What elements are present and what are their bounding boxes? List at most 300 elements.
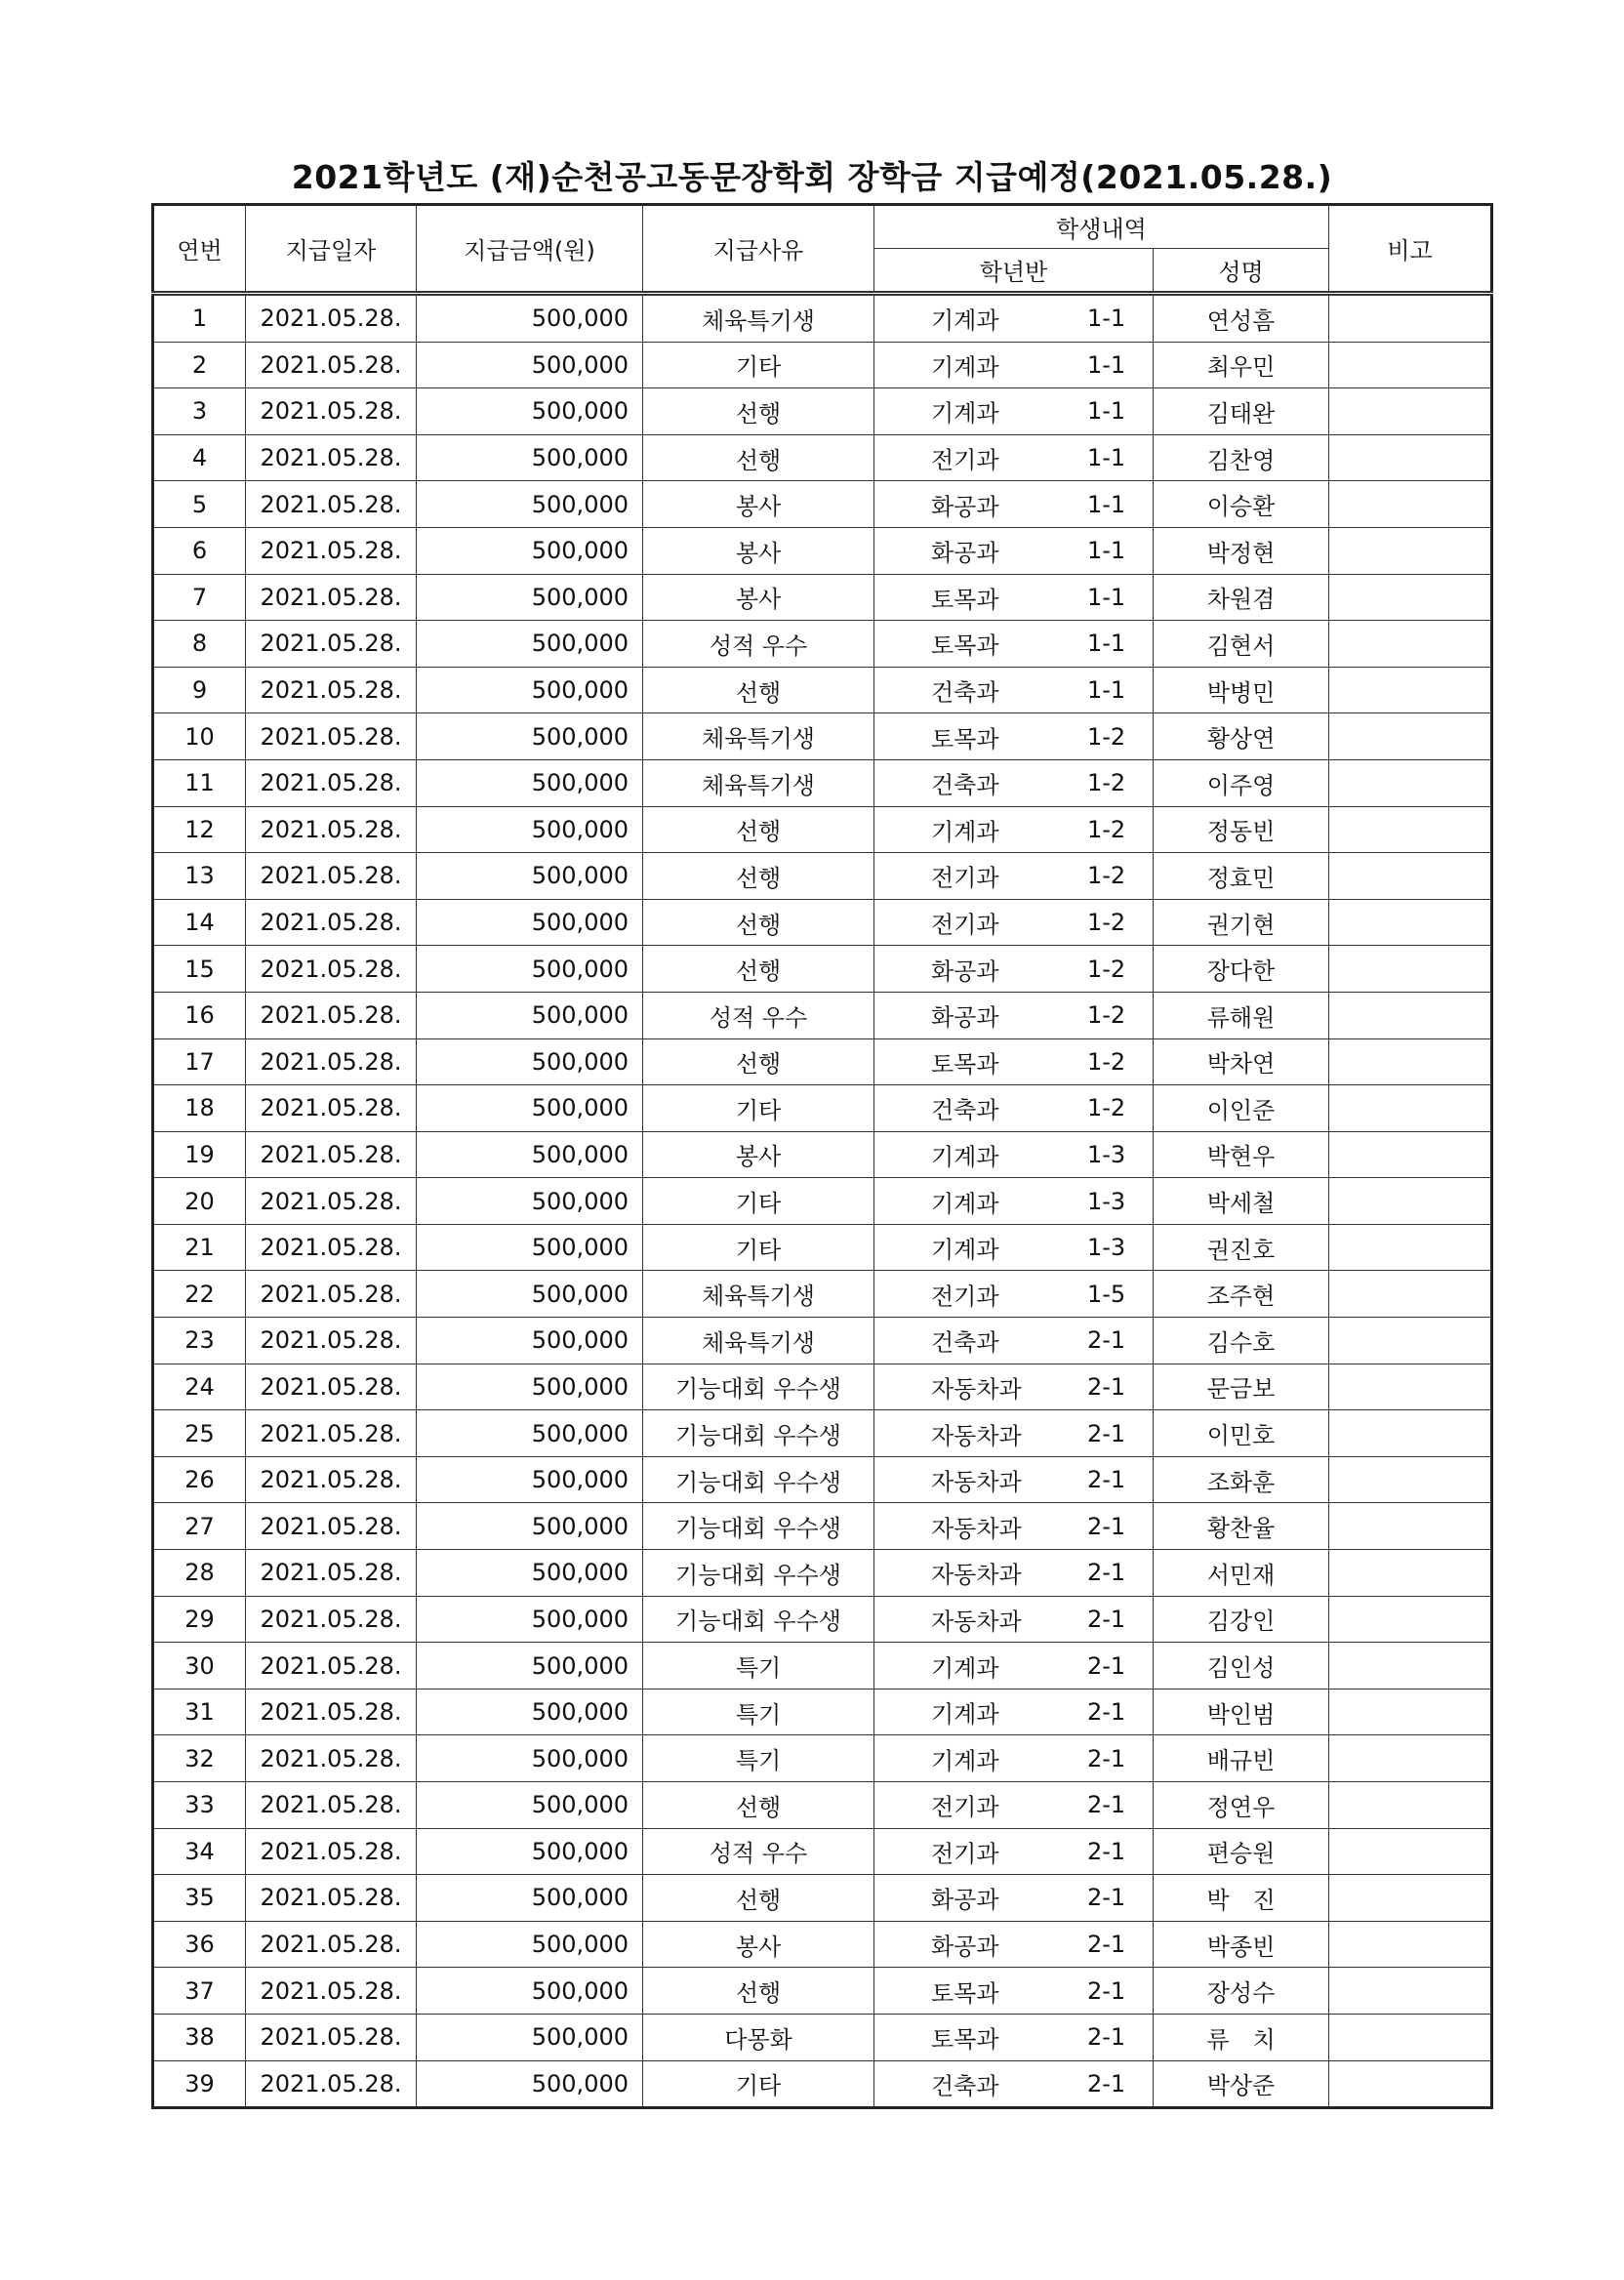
header-student-group: 학생내역 bbox=[874, 205, 1329, 249]
cell-class bbox=[874, 1782, 1154, 1829]
cell-reason: 성적 우수 bbox=[643, 992, 874, 1038]
cell-reason: 기능대회 우수생 bbox=[643, 1410, 874, 1457]
cell-note bbox=[1329, 294, 1492, 343]
header-note: 비고 bbox=[1329, 205, 1492, 294]
cell-dept: 토목과 bbox=[931, 2025, 999, 2054]
cell-grade: 1-2 bbox=[1087, 1001, 1126, 1030]
cell-grade: 2-1 bbox=[1087, 1884, 1126, 1912]
cell-date: 2021.05.28. bbox=[246, 1596, 417, 1643]
cell-dept: 기계과 bbox=[931, 353, 999, 382]
cell-dept: 화공과 bbox=[931, 493, 999, 521]
cell-no: 3 bbox=[153, 388, 246, 435]
cell-class bbox=[874, 1596, 1154, 1643]
cell-date: 2021.05.28. bbox=[246, 1968, 417, 2015]
cell-grade: 1-3 bbox=[1087, 1187, 1126, 1215]
cell-class bbox=[874, 1875, 1154, 1922]
cell-date: 2021.05.28. bbox=[246, 899, 417, 946]
cell-dept: 기계과 bbox=[931, 818, 999, 846]
cell-reason: 기능대회 우수생 bbox=[643, 1456, 874, 1503]
table-row bbox=[153, 1503, 1492, 1550]
cell-date: 2021.05.28. bbox=[246, 1224, 417, 1271]
cell-date: 2021.05.28. bbox=[246, 667, 417, 713]
cell-reason: 특기 bbox=[643, 1689, 874, 1735]
cell-dept: 화공과 bbox=[931, 1933, 999, 1961]
cell-grade: 1-1 bbox=[1087, 630, 1126, 658]
cell-grade: 1-2 bbox=[1087, 955, 1126, 983]
cell-amount: 500,000 bbox=[417, 899, 643, 946]
cell-date: 2021.05.28. bbox=[246, 574, 417, 621]
cell-date: 2021.05.28. bbox=[246, 1735, 417, 1782]
cell-class bbox=[874, 1828, 1154, 1875]
cell-note bbox=[1329, 1735, 1492, 1782]
cell-amount: 500,000 bbox=[417, 759, 643, 806]
cell-reason: 봉사 bbox=[643, 527, 874, 574]
cell-reason: 기타 bbox=[643, 1178, 874, 1225]
table-row bbox=[153, 1271, 1492, 1318]
cell-note bbox=[1329, 342, 1492, 388]
cell-name: 정효민 bbox=[1154, 853, 1329, 900]
cell-note bbox=[1329, 1271, 1492, 1318]
cell-note bbox=[1329, 1038, 1492, 1085]
cell-name: 권기현 bbox=[1154, 899, 1329, 946]
cell-reason: 체육특기생 bbox=[643, 294, 874, 343]
cell-amount: 500,000 bbox=[417, 1643, 643, 1690]
cell-date: 2021.05.28. bbox=[246, 1921, 417, 1968]
cell-date: 2021.05.28. bbox=[246, 1643, 417, 1690]
cell-name: 박차연 bbox=[1154, 1038, 1329, 1085]
cell-note bbox=[1329, 574, 1492, 621]
cell-reason: 선행 bbox=[643, 667, 874, 713]
table-row bbox=[153, 1085, 1492, 1132]
header-date: 지급일자 bbox=[246, 205, 417, 294]
cell-date: 2021.05.28. bbox=[246, 1038, 417, 1085]
cell-grade: 2-1 bbox=[1087, 1698, 1126, 1727]
cell-name: 김인성 bbox=[1154, 1643, 1329, 1690]
cell-date: 2021.05.28. bbox=[246, 342, 417, 388]
cell-no: 39 bbox=[153, 2060, 246, 2108]
cell-note bbox=[1329, 1178, 1492, 1225]
cell-amount: 500,000 bbox=[417, 1224, 643, 1271]
cell-name: 김현서 bbox=[1154, 621, 1329, 668]
cell-amount: 500,000 bbox=[417, 294, 643, 343]
cell-class bbox=[874, 342, 1154, 388]
cell-reason: 선행 bbox=[643, 1038, 874, 1085]
cell-class bbox=[874, 1643, 1154, 1690]
cell-amount: 500,000 bbox=[417, 806, 643, 853]
cell-date: 2021.05.28. bbox=[246, 759, 417, 806]
cell-grade: 2-1 bbox=[1087, 1512, 1126, 1540]
cell-reason: 봉사 bbox=[643, 1921, 874, 1968]
cell-name: 박상준 bbox=[1154, 2060, 1329, 2108]
cell-no: 16 bbox=[153, 992, 246, 1038]
cell-class bbox=[874, 1178, 1154, 1225]
cell-class bbox=[874, 621, 1154, 668]
cell-no: 20 bbox=[153, 1178, 246, 1225]
cell-reason: 체육특기생 bbox=[643, 759, 874, 806]
cell-grade: 1-1 bbox=[1087, 583, 1126, 611]
cell-grade: 1-1 bbox=[1087, 305, 1126, 333]
cell-dept: 기계과 bbox=[931, 306, 999, 335]
cell-note bbox=[1329, 899, 1492, 946]
cell-grade: 1-1 bbox=[1087, 444, 1126, 472]
cell-name: 정동빈 bbox=[1154, 806, 1329, 853]
cell-name: 서민재 bbox=[1154, 1550, 1329, 1597]
cell-amount: 500,000 bbox=[417, 1364, 643, 1410]
table-row bbox=[153, 1550, 1492, 1597]
cell-note bbox=[1329, 806, 1492, 853]
cell-note bbox=[1329, 1503, 1492, 1550]
cell-reason: 선행 bbox=[643, 1875, 874, 1922]
table-row bbox=[153, 1456, 1492, 1503]
cell-amount: 500,000 bbox=[417, 527, 643, 574]
cell-note bbox=[1329, 527, 1492, 574]
cell-note bbox=[1329, 759, 1492, 806]
cell-name: 박현우 bbox=[1154, 1131, 1329, 1178]
cell-reason: 선행 bbox=[643, 434, 874, 481]
table-row bbox=[153, 1224, 1492, 1271]
table-body bbox=[153, 294, 1492, 2108]
cell-no: 32 bbox=[153, 1735, 246, 1782]
cell-date: 2021.05.28. bbox=[246, 1085, 417, 1132]
cell-date: 2021.05.28. bbox=[246, 481, 417, 528]
cell-grade: 1-1 bbox=[1087, 350, 1126, 379]
table-row bbox=[153, 1782, 1492, 1829]
cell-dept: 기계과 bbox=[931, 1236, 999, 1264]
cell-class bbox=[874, 434, 1154, 481]
cell-amount: 500,000 bbox=[417, 992, 643, 1038]
cell-no: 8 bbox=[153, 621, 246, 668]
cell-dept: 기계과 bbox=[931, 399, 999, 428]
cell-name: 문금보 bbox=[1154, 1364, 1329, 1410]
cell-date: 2021.05.28. bbox=[246, 1318, 417, 1364]
cell-note bbox=[1329, 1596, 1492, 1643]
cell-note bbox=[1329, 1828, 1492, 1875]
cell-grade: 1-2 bbox=[1087, 909, 1126, 937]
table-row bbox=[153, 946, 1492, 993]
cell-grade: 2-1 bbox=[1087, 1372, 1126, 1401]
cell-amount: 500,000 bbox=[417, 1410, 643, 1457]
cell-amount: 500,000 bbox=[417, 1735, 643, 1782]
cell-note bbox=[1329, 2014, 1492, 2060]
cell-date: 2021.05.28. bbox=[246, 1503, 417, 1550]
cell-reason: 선행 bbox=[643, 1782, 874, 1829]
table-row bbox=[153, 527, 1492, 574]
cell-no: 27 bbox=[153, 1503, 246, 1550]
cell-name: 김수호 bbox=[1154, 1318, 1329, 1364]
cell-amount: 500,000 bbox=[417, 1456, 643, 1503]
cell-amount: 500,000 bbox=[417, 1550, 643, 1597]
cell-note bbox=[1329, 713, 1492, 760]
table-row bbox=[153, 806, 1492, 853]
cell-date: 2021.05.28. bbox=[246, 1178, 417, 1225]
cell-class bbox=[874, 713, 1154, 760]
cell-reason: 선행 bbox=[643, 899, 874, 946]
cell-reason: 체육특기생 bbox=[643, 1271, 874, 1318]
cell-name: 이주영 bbox=[1154, 759, 1329, 806]
table-row bbox=[153, 481, 1492, 528]
cell-amount: 500,000 bbox=[417, 388, 643, 435]
cell-note bbox=[1329, 481, 1492, 528]
table-row bbox=[153, 1735, 1492, 1782]
cell-grade: 1-1 bbox=[1087, 537, 1126, 565]
cell-note bbox=[1329, 1410, 1492, 1457]
cell-name: 류해원 bbox=[1154, 992, 1329, 1038]
cell-no: 18 bbox=[153, 1085, 246, 1132]
cell-class bbox=[874, 853, 1154, 900]
cell-dept: 토목과 bbox=[931, 725, 999, 753]
cell-note bbox=[1329, 1875, 1492, 1922]
cell-amount: 500,000 bbox=[417, 1828, 643, 1875]
cell-no: 11 bbox=[153, 759, 246, 806]
cell-dept: 건축과 bbox=[931, 678, 999, 707]
cell-no: 12 bbox=[153, 806, 246, 853]
cell-date: 2021.05.28. bbox=[246, 1364, 417, 1410]
cell-amount: 500,000 bbox=[417, 1271, 643, 1318]
cell-date: 2021.05.28. bbox=[246, 1271, 417, 1318]
cell-note bbox=[1329, 1318, 1492, 1364]
cell-amount: 500,000 bbox=[417, 1318, 643, 1364]
cell-class bbox=[874, 527, 1154, 574]
cell-amount: 500,000 bbox=[417, 434, 643, 481]
cell-grade: 2-1 bbox=[1087, 1605, 1126, 1633]
cell-dept: 자동차과 bbox=[931, 1375, 1022, 1404]
cell-note bbox=[1329, 1131, 1492, 1178]
table-row bbox=[153, 1038, 1492, 1085]
cell-reason: 기타 bbox=[643, 1085, 874, 1132]
cell-grade: 2-1 bbox=[1087, 1837, 1126, 1865]
cell-class bbox=[874, 946, 1154, 993]
cell-name: 박병민 bbox=[1154, 667, 1329, 713]
cell-date: 2021.05.28. bbox=[246, 1410, 417, 1457]
cell-note bbox=[1329, 1782, 1492, 1829]
cell-reason: 체육특기생 bbox=[643, 713, 874, 760]
cell-dept: 전기과 bbox=[931, 864, 999, 892]
cell-dept: 기계과 bbox=[931, 1190, 999, 1218]
cell-name: 류 치 bbox=[1154, 2014, 1329, 2060]
cell-amount: 500,000 bbox=[417, 1038, 643, 1085]
cell-date: 2021.05.28. bbox=[246, 1131, 417, 1178]
cell-grade: 2-1 bbox=[1087, 1791, 1126, 1819]
cell-dept: 전기과 bbox=[931, 1840, 999, 1868]
cell-grade: 1-2 bbox=[1087, 722, 1126, 751]
table-row bbox=[153, 853, 1492, 900]
cell-class bbox=[874, 1318, 1154, 1364]
cell-no: 38 bbox=[153, 2014, 246, 2060]
cell-name: 박 진 bbox=[1154, 1875, 1329, 1922]
table-row bbox=[153, 388, 1492, 435]
cell-amount: 500,000 bbox=[417, 1921, 643, 1968]
cell-no: 4 bbox=[153, 434, 246, 481]
cell-note bbox=[1329, 667, 1492, 713]
cell-no: 30 bbox=[153, 1643, 246, 1690]
cell-dept: 전기과 bbox=[931, 1793, 999, 1821]
table-row bbox=[153, 342, 1492, 388]
cell-note bbox=[1329, 1456, 1492, 1503]
cell-date: 2021.05.28. bbox=[246, 434, 417, 481]
cell-reason: 특기 bbox=[643, 1735, 874, 1782]
cell-note bbox=[1329, 1689, 1492, 1735]
cell-amount: 500,000 bbox=[417, 713, 643, 760]
cell-date: 2021.05.28. bbox=[246, 294, 417, 343]
cell-amount: 500,000 bbox=[417, 1131, 643, 1178]
cell-no: 22 bbox=[153, 1271, 246, 1318]
cell-note bbox=[1329, 946, 1492, 993]
table-row bbox=[153, 1875, 1492, 1922]
cell-class bbox=[874, 759, 1154, 806]
cell-no: 9 bbox=[153, 667, 246, 713]
cell-name: 최우민 bbox=[1154, 342, 1329, 388]
cell-dept: 기계과 bbox=[931, 1654, 999, 1683]
cell-note bbox=[1329, 2060, 1492, 2108]
header-reason: 지급사유 bbox=[643, 205, 874, 294]
cell-name: 차원겸 bbox=[1154, 574, 1329, 621]
cell-class bbox=[874, 481, 1154, 528]
cell-class bbox=[874, 1921, 1154, 1968]
cell-amount: 500,000 bbox=[417, 481, 643, 528]
table-row bbox=[153, 574, 1492, 621]
cell-amount: 500,000 bbox=[417, 2014, 643, 2060]
cell-no: 36 bbox=[153, 1921, 246, 1968]
cell-dept: 전기과 bbox=[931, 1282, 999, 1311]
cell-class bbox=[874, 1689, 1154, 1735]
cell-date: 2021.05.28. bbox=[246, 806, 417, 853]
cell-grade: 1-1 bbox=[1087, 676, 1126, 705]
table-row bbox=[153, 621, 1492, 668]
cell-amount: 500,000 bbox=[417, 1178, 643, 1225]
cell-amount: 500,000 bbox=[417, 1782, 643, 1829]
cell-dept: 기계과 bbox=[931, 1700, 999, 1729]
cell-no: 21 bbox=[153, 1224, 246, 1271]
cell-class bbox=[874, 388, 1154, 435]
table-row bbox=[153, 1131, 1492, 1178]
cell-date: 2021.05.28. bbox=[246, 1456, 417, 1503]
cell-no: 10 bbox=[153, 713, 246, 760]
cell-note bbox=[1329, 1085, 1492, 1132]
cell-note bbox=[1329, 853, 1492, 900]
cell-class bbox=[874, 2014, 1154, 2060]
cell-no: 35 bbox=[153, 1875, 246, 1922]
cell-no: 37 bbox=[153, 1968, 246, 2015]
cell-note bbox=[1329, 1364, 1492, 1410]
cell-reason: 선행 bbox=[643, 806, 874, 853]
cell-name: 정연우 bbox=[1154, 1782, 1329, 1829]
cell-name: 박종빈 bbox=[1154, 1921, 1329, 1968]
cell-class bbox=[874, 1271, 1154, 1318]
table-row bbox=[153, 1689, 1492, 1735]
cell-amount: 500,000 bbox=[417, 574, 643, 621]
cell-amount: 500,000 bbox=[417, 1968, 643, 2015]
cell-class bbox=[874, 1968, 1154, 2015]
cell-note bbox=[1329, 1643, 1492, 1690]
cell-name: 장성수 bbox=[1154, 1968, 1329, 2015]
cell-reason: 기능대회 우수생 bbox=[643, 1596, 874, 1643]
cell-amount: 500,000 bbox=[417, 342, 643, 388]
cell-reason: 선행 bbox=[643, 1968, 874, 2015]
cell-grade: 2-1 bbox=[1087, 1466, 1126, 1494]
scholarship-table bbox=[151, 203, 1493, 2109]
cell-reason: 특기 bbox=[643, 1643, 874, 1690]
cell-dept: 건축과 bbox=[931, 771, 999, 799]
cell-grade: 2-1 bbox=[1087, 2023, 1126, 2052]
cell-class bbox=[874, 1456, 1154, 1503]
cell-dept: 자동차과 bbox=[931, 1468, 1022, 1496]
cell-grade: 2-1 bbox=[1087, 1326, 1126, 1355]
cell-date: 2021.05.28. bbox=[246, 853, 417, 900]
cell-no: 7 bbox=[153, 574, 246, 621]
cell-dept: 토목과 bbox=[931, 631, 999, 660]
cell-class bbox=[874, 1735, 1154, 1782]
table-row bbox=[153, 434, 1492, 481]
cell-grade: 1-2 bbox=[1087, 862, 1126, 890]
cell-class bbox=[874, 574, 1154, 621]
cell-dept: 건축과 bbox=[931, 1328, 999, 1357]
cell-no: 24 bbox=[153, 1364, 246, 1410]
cell-reason: 기능대회 우수생 bbox=[643, 1364, 874, 1410]
table-row bbox=[153, 1410, 1492, 1457]
cell-name: 이승환 bbox=[1154, 481, 1329, 528]
cell-name: 연성흠 bbox=[1154, 294, 1329, 343]
cell-name: 이인준 bbox=[1154, 1085, 1329, 1132]
cell-class bbox=[874, 1038, 1154, 1085]
cell-class bbox=[874, 1550, 1154, 1597]
cell-dept: 자동차과 bbox=[931, 1561, 1022, 1589]
cell-dept: 자동차과 bbox=[931, 1515, 1022, 1543]
cell-date: 2021.05.28. bbox=[246, 2014, 417, 2060]
table-row bbox=[153, 1318, 1492, 1364]
cell-name: 권진호 bbox=[1154, 1224, 1329, 1271]
cell-dept: 전기과 bbox=[931, 446, 999, 474]
cell-date: 2021.05.28. bbox=[246, 1828, 417, 1875]
cell-grade: 1-2 bbox=[1087, 1047, 1126, 1076]
table-row bbox=[153, 899, 1492, 946]
cell-amount: 500,000 bbox=[417, 621, 643, 668]
table-row bbox=[153, 992, 1492, 1038]
cell-class bbox=[874, 1410, 1154, 1457]
cell-note bbox=[1329, 388, 1492, 435]
cell-grade: 1-2 bbox=[1087, 815, 1126, 843]
table-row bbox=[153, 294, 1492, 343]
cell-class bbox=[874, 1085, 1154, 1132]
cell-name: 조화훈 bbox=[1154, 1456, 1329, 1503]
cell-no: 31 bbox=[153, 1689, 246, 1735]
cell-no: 1 bbox=[153, 294, 246, 343]
cell-grade: 1-3 bbox=[1087, 1234, 1126, 1262]
table-row bbox=[153, 1921, 1492, 1968]
cell-reason: 기능대회 우수생 bbox=[643, 1550, 874, 1597]
cell-class bbox=[874, 1503, 1154, 1550]
cell-name: 장다한 bbox=[1154, 946, 1329, 993]
cell-note bbox=[1329, 1921, 1492, 1968]
cell-dept: 기계과 bbox=[931, 1143, 999, 1171]
cell-no: 19 bbox=[153, 1131, 246, 1178]
cell-grade: 2-1 bbox=[1087, 1419, 1126, 1447]
cell-grade: 1-2 bbox=[1087, 769, 1126, 797]
cell-date: 2021.05.28. bbox=[246, 527, 417, 574]
table-row bbox=[153, 713, 1492, 760]
cell-class bbox=[874, 899, 1154, 946]
table-row bbox=[153, 2060, 1492, 2108]
cell-dept: 자동차과 bbox=[931, 1422, 1022, 1450]
cell-name: 박세철 bbox=[1154, 1178, 1329, 1225]
cell-name: 편승원 bbox=[1154, 1828, 1329, 1875]
cell-no: 6 bbox=[153, 527, 246, 574]
cell-reason: 선행 bbox=[643, 388, 874, 435]
cell-no: 33 bbox=[153, 1782, 246, 1829]
cell-date: 2021.05.28. bbox=[246, 621, 417, 668]
cell-reason: 기타 bbox=[643, 342, 874, 388]
cell-class bbox=[874, 1224, 1154, 1271]
cell-grade: 1-2 bbox=[1087, 1094, 1126, 1122]
